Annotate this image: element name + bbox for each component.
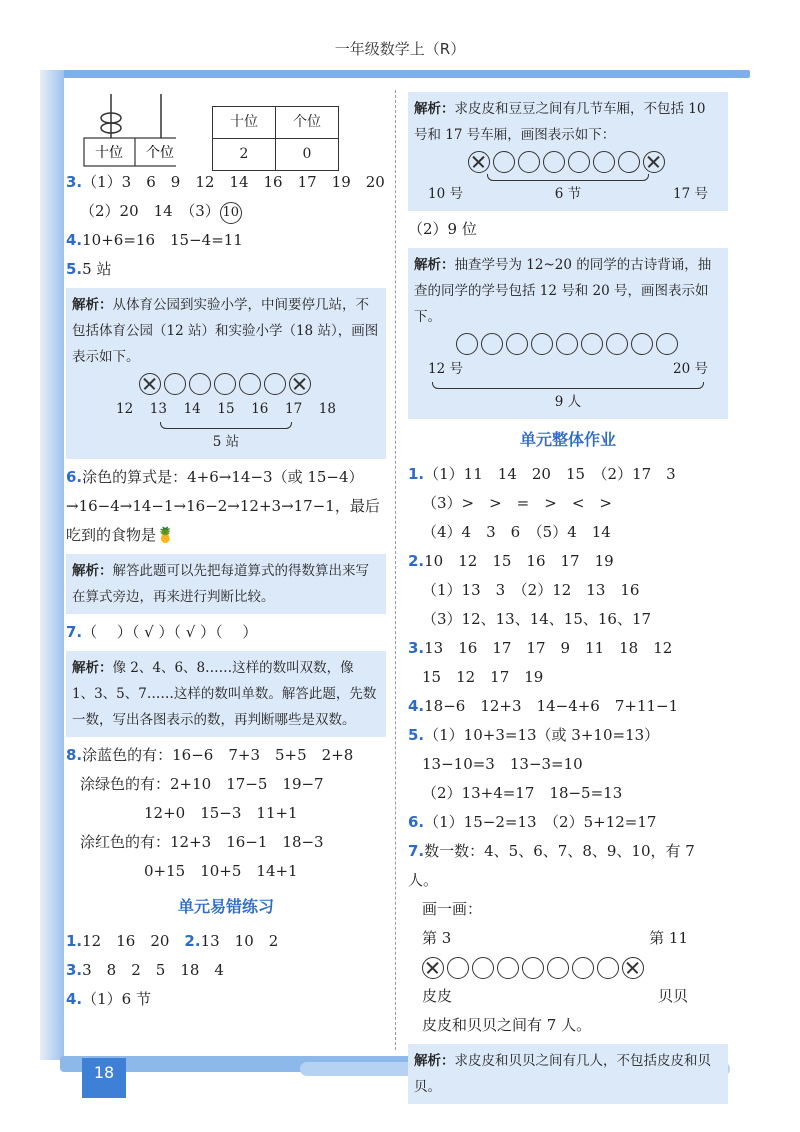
student-brace: [432, 382, 704, 389]
w7: [408, 837, 728, 895]
e1-text: 12 16 20: [82, 932, 170, 950]
circle: [531, 333, 553, 355]
w7-pipi-label: 皮皮: [422, 987, 453, 1005]
circle: [593, 151, 615, 173]
q8-line3: 12+0 15−3 11+1: [144, 804, 298, 822]
e2-num: 2.: [184, 932, 201, 950]
crossed-circle: [468, 151, 490, 173]
circle: [506, 333, 528, 355]
q6-analysis: [66, 554, 386, 614]
q5-circles: [72, 370, 380, 396]
w2: [408, 547, 728, 576]
q3-line1: （1）3 6 9 12 14 16 17 19 20: [82, 173, 385, 191]
station-label: 18: [318, 401, 336, 417]
circle: [568, 151, 590, 173]
student-brace-label: 9 人: [554, 394, 582, 410]
w3: [408, 634, 728, 663]
q8-num: 8.: [66, 746, 83, 764]
pv-value-ones: 0: [276, 139, 339, 171]
w7-last-label: 第 11: [649, 929, 688, 947]
page-header: 一年级数学上（R）: [334, 40, 466, 58]
student-left-label: 12 号: [428, 361, 463, 377]
circle: [497, 957, 519, 979]
r-analysis-1: [408, 92, 728, 211]
q4: [66, 226, 386, 255]
r-analysis-1-label: 解析：: [414, 101, 455, 117]
station-label: 14: [183, 401, 201, 417]
w2-line1: 10 12 15 16 17 19: [424, 552, 614, 570]
q5-analysis: [66, 288, 386, 459]
header-rule: [40, 70, 750, 78]
e4: [66, 985, 386, 1014]
crossed-circle: [139, 373, 161, 395]
q8: [66, 741, 386, 770]
place-value-table: [212, 106, 339, 171]
pv-header-tens: 十位: [213, 107, 276, 139]
e4-num: 4.: [66, 990, 83, 1008]
circle: [618, 151, 640, 173]
w1: [408, 460, 728, 489]
q7: [66, 618, 386, 647]
w1-num: 1.: [408, 465, 425, 483]
q5-num: 5.: [66, 260, 83, 278]
q5-brace: [160, 422, 292, 429]
w6: [408, 808, 728, 837]
q3-line2-row: [66, 197, 386, 226]
e3-text: 3 8 2 5 18 4: [82, 961, 224, 979]
student-circles: [414, 330, 722, 356]
circle: [493, 151, 515, 173]
q5-number-labels: [72, 396, 380, 422]
circle: [481, 333, 503, 355]
circle: [164, 373, 186, 395]
carriage-left-label: 10 号: [428, 186, 463, 202]
pv-value-tens: 2: [213, 139, 276, 171]
student-right-label: 20 号: [673, 361, 708, 377]
carriage-labels: [414, 181, 722, 207]
pv-header-ones: 个位: [276, 107, 339, 139]
w5-line1: （1）10+3=13（或 3+10=13）: [424, 726, 660, 744]
w1-line1: （1）11 14 20 15 （2）17 3: [424, 465, 676, 483]
q6-analysis-label: 解析：: [72, 563, 113, 579]
e2-text: 13 10 2: [200, 932, 279, 950]
carriage-right-label: 17 号: [673, 186, 708, 202]
e3-num: 3.: [66, 961, 83, 979]
circle: [572, 957, 594, 979]
q6-num: 6.: [66, 468, 83, 486]
r-answer-2: （2）9 位: [408, 220, 477, 238]
q8-line1: 涂蓝色的有：16−6 7+3 5+5 2+8: [82, 746, 354, 764]
circle: [606, 333, 628, 355]
section-title-errors: 单元易错练习: [177, 897, 274, 916]
w2-num: 2.: [408, 552, 425, 570]
w7-position-labels: [408, 924, 728, 953]
w5: [408, 721, 728, 750]
circle: [518, 151, 540, 173]
w7-text: 数一数：4、5、6、7、8、9、10，有 7 人。: [408, 842, 695, 889]
station-label: 17: [284, 401, 303, 417]
r-analysis-3: [408, 1044, 728, 1104]
q5-analysis-text: 从体育公园到实验小学，中间要停几站，不包括体育公园（12 站）和实验小学（18 站），画图表示如下。: [72, 297, 379, 365]
q2-figures: [66, 90, 386, 168]
section-title-unit: 单元整体作业: [519, 430, 616, 449]
w3-line1: 13 16 17 17 9 11 18 12: [424, 639, 673, 657]
circle: [581, 333, 603, 355]
column-divider: [395, 90, 396, 1050]
crossed-circle: [422, 957, 444, 979]
q6-text: 涂色的算式是：4+6→14−3（或 15−4）→16−4→14−1→16−2→12+3→17−1，最后吃到的食物是: [66, 468, 380, 544]
w7-beibei-label: 贝贝: [657, 987, 688, 1005]
q3-line2: （2）20 14 （3）: [80, 202, 220, 220]
circle: [264, 373, 286, 395]
q3-num: 3.: [66, 173, 83, 191]
w5-num: 5.: [408, 726, 425, 744]
circle: [597, 957, 619, 979]
q7-analysis-text: 像 2、4、6、8……这样的数叫双数，像 1、3、5、7……这样的数叫单数。解答此题，先数一数，写出各图表示的数，再判断哪些是双数。: [72, 660, 377, 728]
circle: [239, 373, 261, 395]
r-analysis-3-text: 求皮皮和贝贝之间有几人，不包括皮皮和贝贝。: [414, 1053, 711, 1095]
w4-text: 18−6 12+3 14−4+6 7+11−1: [424, 697, 679, 715]
student-labels: [414, 356, 722, 382]
book-spine: [40, 70, 64, 1060]
e1-num: 1.: [66, 932, 83, 950]
r-analysis-2-text: 抽查学号为 12~20 的同学的古诗背诵，抽查的同学的学号包括 12 号和 20 号，画图表示如下。: [414, 257, 712, 325]
circle: [472, 957, 494, 979]
abacus-label-tens: 十位: [95, 145, 123, 161]
abacus-figure: [66, 90, 176, 168]
station-label: 12: [116, 401, 134, 417]
r-analysis-1-text: 求皮皮和豆豆之间有几节车厢，不包括 10 号和 17 号车厢，画图表示如下：: [414, 101, 706, 143]
circled-answer: 10: [220, 202, 242, 224]
w7-circles: [408, 953, 728, 982]
carriage-mid-label: 6 节: [554, 186, 582, 202]
q7-analysis-label: 解析：: [72, 660, 113, 676]
q4-text: 10+6=16 15−4=11: [82, 231, 243, 249]
station-label: 16: [251, 401, 269, 417]
circle: [631, 333, 653, 355]
w3-line2: 15 12 17 19: [422, 668, 544, 686]
r-analysis-3-label: 解析：: [414, 1053, 455, 1069]
r-analysis-2: [408, 248, 728, 419]
right-column: [408, 88, 728, 1108]
w7-draw: 画一画：: [422, 900, 483, 918]
q6: [66, 463, 386, 550]
q8-line4: 涂红色的有：12+3 16−1 18−3: [80, 833, 324, 851]
left-column: [66, 90, 386, 1014]
w7-first-label: 第 3: [422, 929, 452, 947]
circle: [189, 373, 211, 395]
q7-num: 7.: [66, 623, 83, 641]
crossed-circle: [289, 373, 311, 395]
station-label: 15: [217, 401, 235, 417]
q8-line5: 0+15 10+5 14+1: [144, 862, 298, 880]
q5-text: 5 站: [82, 260, 112, 278]
crossed-circle: [643, 151, 665, 173]
w4-num: 4.: [408, 697, 425, 715]
q8-line2: 涂绿色的有：2+10 17−5 19−7: [80, 775, 324, 793]
circle: [447, 957, 469, 979]
w6-text: （1）15−2=13 （2）5+12=17: [424, 813, 657, 831]
q3: [66, 168, 386, 197]
q4-num: 4.: [66, 231, 83, 249]
w5-line3: （2）13+4=17 18−5=13: [422, 784, 623, 802]
pineapple-icon: 🍍: [156, 526, 175, 544]
w7-name-labels: [408, 982, 728, 1011]
w7-answer: 皮皮和贝贝之间有 7 人。: [422, 1016, 592, 1034]
q7-analysis: [66, 651, 386, 737]
circle: [547, 957, 569, 979]
w3-num: 3.: [408, 639, 425, 657]
carriage-brace: [487, 174, 649, 181]
carriage-circles: [414, 148, 722, 174]
w6-num: 6.: [408, 813, 425, 831]
w1-line3: （4）4 3 6 （5）4 14: [422, 523, 611, 541]
w4: [408, 692, 728, 721]
w2-line2: （1）13 3 （2）12 13 16: [422, 581, 640, 599]
q7-text: （ ）（ √ ）（ √ ）（ ）: [82, 623, 258, 641]
circle: [556, 333, 578, 355]
w7-num: 7.: [408, 842, 425, 860]
circle: [214, 373, 236, 395]
station-label: 13: [149, 401, 167, 417]
w1-line2: （3）> > = > < >: [422, 494, 612, 512]
e3: [66, 956, 386, 985]
w5-line2: 13−10=3 13−3=10: [422, 755, 583, 773]
q6-analysis-text: 解答此题可以先把每道算式的得数算出来写在算式旁边，再来进行判断比较。: [72, 563, 369, 605]
crossed-circle: [622, 957, 644, 979]
circle: [522, 957, 544, 979]
e1: [66, 927, 386, 956]
q5-analysis-label: 解析：: [72, 297, 113, 313]
circle: [543, 151, 565, 173]
r-analysis-2-label: 解析：: [414, 257, 455, 273]
w2-line3: （3）12、13、14、15、16、17: [422, 610, 652, 628]
page-number-tab: [82, 1058, 126, 1098]
circle: [656, 333, 678, 355]
circle: [456, 333, 478, 355]
q5: [66, 255, 386, 284]
page-number: 18: [93, 1063, 115, 1082]
abacus-label-ones: 个位: [146, 145, 174, 161]
e4-text: （1）6 节: [82, 990, 151, 1008]
q5-brace-label: 5 站: [212, 434, 240, 450]
